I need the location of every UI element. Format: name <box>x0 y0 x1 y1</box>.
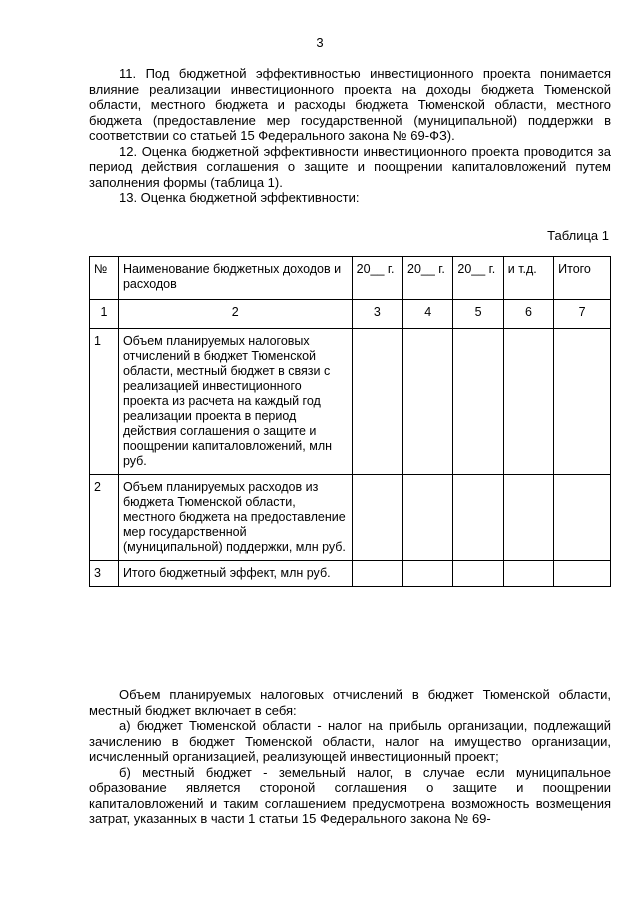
paragraph-item-b: б) местный бюджет - земельный налог, в случае если муниципальное образование является стороной соглашения о защите и поощрении капиталовложений и таким соглашением предусмотрена возможность возмещения затрат, указанных в части 1 статьи 15 Федерального закона № 69- <box>89 764 611 826</box>
tax-section <box>89 687 611 827</box>
paragraph-13: 13. Оценка бюджетной эффективности: <box>119 190 360 205</box>
table-cell <box>453 329 503 475</box>
header-etc: и т.д. <box>503 257 553 300</box>
table-cell <box>503 561 553 587</box>
column-number: 3 <box>352 300 402 329</box>
table-header-row <box>90 257 611 300</box>
column-number-row <box>90 300 611 329</box>
table-row <box>90 561 611 587</box>
paragraph-12: 12. Оценка бюджетной эффективности инвестиционного проекта проводится за период действия соглашения о защите и поощрении капиталовложений путем заполнения формы (таблица 1). <box>89 143 611 190</box>
page-number: 3 <box>316 35 324 50</box>
column-number: 5 <box>453 300 503 329</box>
header-year-3: 20__ г. <box>453 257 503 300</box>
header-year-1: 20__ г. <box>352 257 402 300</box>
header-year-2: 20__ г. <box>403 257 453 300</box>
table-cell <box>503 329 553 475</box>
paragraph-11: 11. Под бюджетной эффективностью инвестиционного проекта понимается влияние реализации инвестиционного проекта на доходы бюджета Тюменской области, местного бюджета и расходы бюджета Тюменской области, местного бюджета (предоставление мер государственной (муниципальной) поддержки в соответствии со статьей 15 Федерального закона № 69-ФЗ). <box>89 66 611 143</box>
table-cell <box>403 475 453 561</box>
table-cell <box>453 561 503 587</box>
table-cell <box>554 329 611 475</box>
row-number: 3 <box>90 561 119 587</box>
table-row <box>90 329 611 475</box>
intro-section <box>89 66 611 206</box>
paragraph-tax-intro: Объем планируемых налоговых отчислений в бюджет Тюменской области, местный бюджет включает в себя: <box>89 687 611 718</box>
table-caption: Таблица 1 <box>547 228 609 243</box>
column-number: 7 <box>554 300 611 329</box>
column-number: 1 <box>90 300 119 329</box>
table-cell <box>403 329 453 475</box>
column-number: 2 <box>118 300 352 329</box>
row-name: Объем планируемых налоговых отчислений в бюджет Тюменской области, местный бюджет в связи с реализацией инвестиционного проекта из расчета на каждый год реализации проекта в период действия соглашения о защите и поощрении капиталовложений, млн руб. <box>118 329 352 475</box>
table-cell <box>453 475 503 561</box>
row-name: Итого бюджетный эффект, млн руб. <box>118 561 352 587</box>
row-name: Объем планируемых расходов из бюджета Тюменской области, местного бюджета на предоставление мер государственной (муниципальной) поддержки, млн руб. <box>118 475 352 561</box>
table-cell <box>352 329 402 475</box>
table-row <box>90 475 611 561</box>
paragraph-item-a: а) бюджет Тюменской области - налог на прибыль организации, подлежащий зачислению в бюджет Тюменской области, налог на имущество организации, исчисленный организацией, реализующей инвестиционный проект; <box>89 718 611 764</box>
header-number: № <box>90 257 119 300</box>
table-cell <box>503 475 553 561</box>
column-number: 4 <box>403 300 453 329</box>
row-number: 1 <box>90 329 119 475</box>
table-cell <box>352 561 402 587</box>
header-name: Наименование бюджетных доходов и расходов <box>118 257 352 300</box>
table-cell <box>554 475 611 561</box>
table-cell <box>403 561 453 587</box>
table-cell <box>352 475 402 561</box>
row-number: 2 <box>90 475 119 561</box>
header-total: Итого <box>554 257 611 300</box>
table-cell <box>554 561 611 587</box>
budget-efficiency-table <box>89 256 611 587</box>
column-number: 6 <box>503 300 553 329</box>
